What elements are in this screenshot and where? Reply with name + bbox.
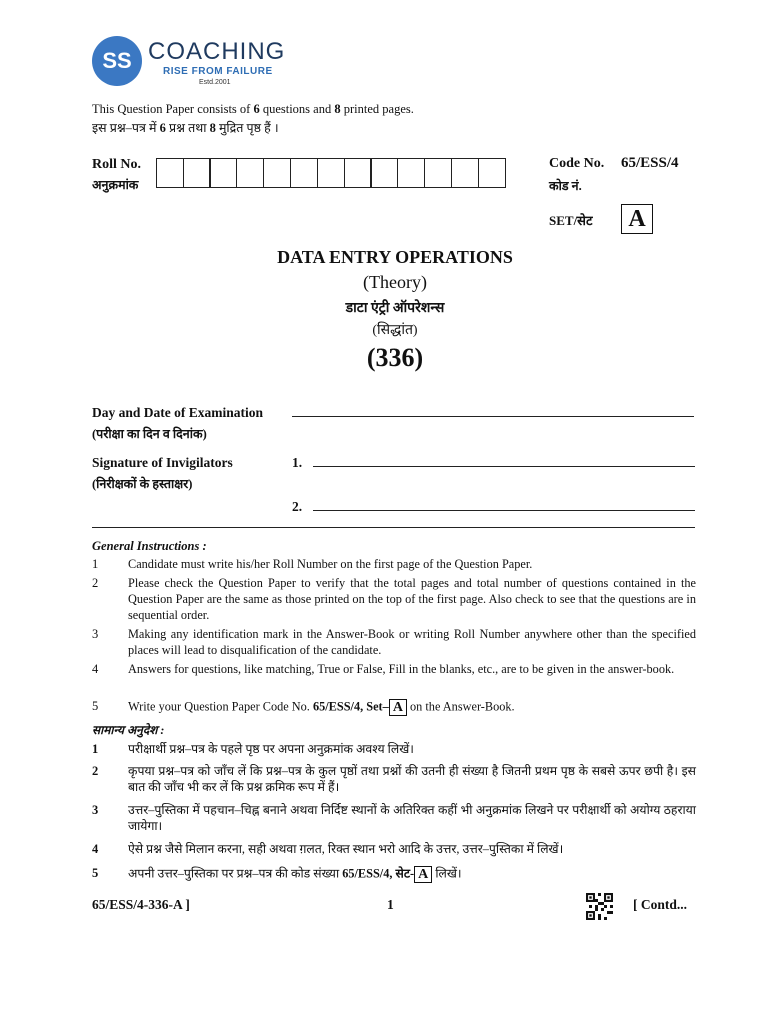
roll-box[interactable] bbox=[370, 158, 398, 188]
code-label-hindi: कोड नं. bbox=[549, 179, 582, 193]
roll-box[interactable] bbox=[478, 158, 506, 188]
subject-subtitle-hindi: (सिद्धांत) bbox=[372, 323, 418, 338]
code-label: Code No. bbox=[549, 156, 605, 171]
intro-text: printed pages. bbox=[340, 102, 414, 116]
set-box: A bbox=[621, 204, 653, 234]
instruction-text: Candidate must write his/her Roll Number on the first page of the Question Paper. bbox=[128, 557, 533, 571]
roll-box[interactable] bbox=[344, 158, 372, 188]
roll-label: Roll No. bbox=[92, 157, 141, 172]
roll-number-boxes[interactable] bbox=[157, 158, 506, 188]
instruction-text: कृपया प्रश्न–पत्र को जाँच लें कि प्रश्न–पत्र के कुल पृष्ठों तथा प्रश्नों की उतनी ही संख्या है जितनी प्रथम पृष्ठ के सबसे ऊपर छपी है। इस बात की जाँच भी कर लें कि प्रश्न क्रमिक रूप में हैं। bbox=[128, 764, 696, 794]
signature-1-line[interactable] bbox=[313, 466, 695, 467]
roll-box[interactable] bbox=[451, 158, 479, 188]
instruction-text: Please check the Question Paper to verify that the total pages and total number of questions contained in the Question Paper are the same as those printed on the top of the first page. Also check to see that the questions are in sequential order. bbox=[128, 576, 696, 622]
instructions-heading-hindi: सामान्य अनुदेश : bbox=[92, 723, 165, 737]
instruction-text-part: अपनी उत्तर–पुस्तिका पर प्रश्न–पत्र की कोड संख्या bbox=[128, 866, 343, 881]
subject-code: (336) bbox=[366, 343, 424, 372]
question-count: 6 bbox=[159, 121, 166, 135]
roll-box[interactable] bbox=[290, 158, 318, 188]
intro-text: questions and bbox=[259, 102, 335, 116]
instruction-number: 5 bbox=[92, 699, 99, 713]
qr-code-icon bbox=[586, 893, 613, 920]
roll-label-hindi: अनुक्रमांक bbox=[92, 178, 139, 192]
divider bbox=[92, 527, 695, 528]
roll-box[interactable] bbox=[424, 158, 452, 188]
roll-box[interactable] bbox=[236, 158, 264, 188]
code-value: 65/ESS/4 bbox=[621, 155, 679, 171]
exam-date-label-hindi: (परीक्षा का दिन व दिनांक) bbox=[92, 427, 207, 441]
roll-box[interactable] bbox=[156, 158, 184, 188]
signature-1-number: 1. bbox=[292, 455, 303, 470]
exam-date-line[interactable] bbox=[292, 416, 694, 417]
instruction-number: 2 bbox=[92, 764, 99, 778]
instruction-text: ऐसे प्रश्न जैसे मिलान करना, सही अथवा ग़लत, रिक्त स्थान भरो आदि के उत्तर, उत्तर–पुस्तिका में लिखें। bbox=[128, 842, 564, 856]
intro-english bbox=[92, 102, 414, 117]
page-number: 1 bbox=[387, 897, 394, 912]
instruction-text bbox=[128, 699, 696, 716]
instruction-text bbox=[128, 866, 696, 883]
instruction-number: 3 bbox=[92, 627, 99, 641]
set-label: SET/सेट bbox=[549, 213, 593, 228]
roll-box[interactable] bbox=[397, 158, 425, 188]
instruction-number: 5 bbox=[92, 866, 99, 880]
instruction-text-part: लिखें। bbox=[432, 866, 462, 881]
instruction-text: Making any identification mark in the Answer-Book or writing Roll Number anywhere other than the specified places will lead to disqualification of the candidate. bbox=[128, 627, 696, 657]
roll-box[interactable] bbox=[183, 158, 211, 188]
instruction-number: 1 bbox=[92, 557, 99, 571]
logo-tagline: RISE FROM FAILURE bbox=[163, 66, 273, 77]
continued-label: [ Contd... bbox=[633, 897, 688, 912]
logo-estd: Estd.2001 bbox=[199, 79, 231, 86]
instructions-heading: General Instructions : bbox=[92, 539, 207, 553]
instruction-number: 3 bbox=[92, 803, 99, 817]
instruction-text-part: Write your Question Paper Code No. bbox=[128, 699, 313, 714]
invigilator-signature-label-hindi: (निरीक्षकों के हस्ताक्षर) bbox=[92, 477, 193, 491]
signature-2-number: 2. bbox=[292, 499, 303, 514]
instruction-text: उत्तर–पुस्तिका में पहचान–चिह्न बनाने अथवा निर्दिष्ट स्थानों के अतिरिक्त कहीं भी अनुक्रमांक लिखने पर परीक्षार्थी को अयोग्य ठहराया जायेगा। bbox=[128, 803, 696, 833]
invigilator-signature-label: Signature of Invigilators bbox=[92, 455, 233, 470]
roll-box[interactable] bbox=[209, 158, 237, 188]
footer-paper-code: 65/ESS/4-336-A ] bbox=[92, 897, 190, 912]
signature-2-line[interactable] bbox=[313, 510, 695, 511]
logo-name: COACHING bbox=[148, 38, 286, 65]
subject-subtitle: (Theory) bbox=[363, 272, 427, 292]
instruction-number: 4 bbox=[92, 842, 99, 856]
intro-text: प्रश्न तथा bbox=[165, 121, 210, 135]
question-count: 6 bbox=[253, 102, 260, 116]
subject-title-hindi: डाटा एंट्री ऑपरेशन्स bbox=[345, 301, 445, 316]
paper-code: 65/ESS/4, सेट- bbox=[342, 866, 415, 881]
instruction-text: परीक्षार्थी प्रश्न–पत्र के पहले पृष्ठ पर अपना अनुक्रमांक अवश्य लिखें। bbox=[128, 742, 414, 756]
paper-code: 65/ESS/4, Set– bbox=[312, 699, 389, 714]
roll-box[interactable] bbox=[263, 158, 291, 188]
intro-hindi bbox=[92, 119, 279, 136]
instruction-number: 1 bbox=[92, 742, 99, 756]
instruction-text-part: on the Answer-Book. bbox=[406, 699, 515, 714]
page-count: 8 bbox=[209, 121, 216, 135]
page-count: 8 bbox=[334, 102, 341, 116]
set-box-inline: A bbox=[414, 866, 432, 883]
intro-text: मुद्रित पृष्ठ हैं । bbox=[215, 121, 279, 135]
instruction-number: 4 bbox=[92, 662, 99, 676]
exam-date-label: Day and Date of Examination bbox=[92, 405, 264, 420]
set-box-inline: A bbox=[389, 699, 407, 716]
subject-title: DATA ENTRY OPERATIONS bbox=[277, 247, 513, 267]
roll-box[interactable] bbox=[317, 158, 345, 188]
instruction-text: Answers for questions, like matching, True or False, Fill in the blanks, etc., are to be given in the answer-book. bbox=[128, 662, 675, 676]
intro-text: इस प्रश्न–पत्र में bbox=[92, 121, 160, 135]
coaching-logo: SS bbox=[92, 36, 142, 86]
instruction-number: 2 bbox=[92, 576, 99, 590]
intro-text: This Question Paper consists of bbox=[92, 102, 254, 116]
